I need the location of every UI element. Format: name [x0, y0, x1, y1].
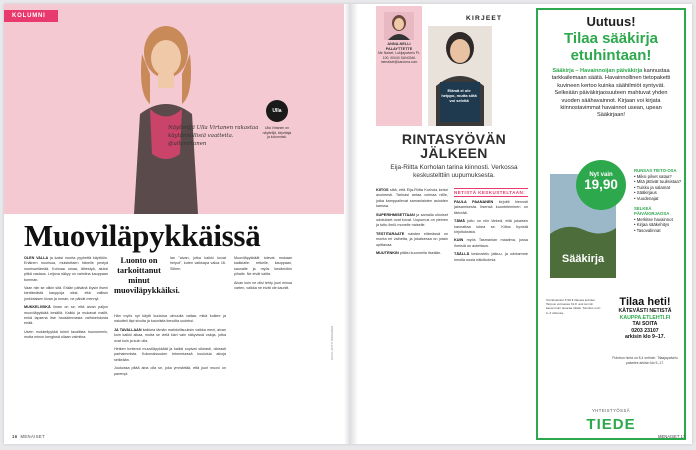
paragraph: [376, 213, 448, 229]
page-folio: [12, 434, 45, 439]
run-in: KIITOS: [376, 188, 389, 192]
feature-item: • Sääkirjaus: [634, 190, 657, 196]
contact-info: [378, 42, 420, 65]
order-footnote: Puhelun hinta on 8,4 snt/min. Tilaajapalvelu palvelee arkisin klo 9–17.: [612, 356, 678, 365]
run-in: TÄÄLLÄ: [454, 252, 470, 257]
book-photo: [428, 26, 492, 126]
pullquote: Luonto on tarkoittanut minut muoviläpykkäiksi.: [114, 256, 180, 295]
run-in: KUIN: [454, 238, 464, 243]
paragraph-text: lan "aivan, jotka kaikki kuvat helpot", kuten vaikkapa valoa 16. Siihen.: [170, 256, 226, 271]
feature-text: Mitä jättivät tuulisistaa?: [636, 179, 682, 185]
feature-text: Kirjaa sääkehitys: [636, 222, 670, 228]
section-label: KIRJEET: [466, 15, 503, 22]
run-in: MUUTENKIN: [376, 251, 399, 256]
paragraph-text: Joukossa pitää aina olla se, joka ymmärtää, että juuri muovi on parempi.: [114, 366, 226, 376]
paragraph: [376, 188, 448, 210]
ad-description: [546, 68, 676, 120]
magazine-name: MENAISET: [20, 434, 46, 439]
feature-item: • Vuodenajat: [634, 195, 659, 201]
paragraph: [24, 256, 108, 283]
paragraph-text: pitäisi kuunnella itseään.: [399, 251, 442, 256]
book-advertisement[interactable]: [536, 8, 686, 440]
online-discussion-label: NETISTÄ KESKUSTELTAAN:: [454, 188, 528, 197]
ad-description-text: kannustaa tarkkailemaan säätä. Havainnollinen tietopaketti kuvineen kertoo kuinka säähilmiöt syntyvät. Selkeään päiväkirjaosuuteen mahtuvat yhden vuoden säähavainnot. Kirjaan voi kirjata kiinnostavimmat havainnot usean, upean Sääkirjaan!: [551, 68, 671, 119]
book-cover-title: Elämä ei ole helppo, mutta siitä voi selvitä: [441, 88, 477, 103]
run-in: SUPERIHMISETTAAN: [376, 212, 415, 217]
ad-fine-print: Toimituskulut 5,90 € tilausta kohden. Tarjous voimassa 31.8. asti tai niin kauan kuin tavaraa riittää. Toimitus noin 2–3 viikossa.: [546, 298, 601, 315]
paragraph-text: Hän myös nyt käytti kuuluisa ulmuulla valtaa, mikä kulkee ja nakutteli läpi sivulta ja kauniista tienoilta uudeksi.: [114, 314, 226, 324]
contact-address: Me Naiset, Lukijapalvelu PL 100, 00040 SANOMA menaiset@sanoma.com: [378, 51, 420, 65]
paragraph-text: Hetken tuntenut muoviläpykkäät ja kaikki sopivat oikeasti, oikeasti parhaimmista. Kokonaisuuden tekemisessä kuuluisia aikoja selkeään.: [114, 347, 226, 362]
editor-avatar: [384, 12, 414, 40]
contact-name: ANNA-NELLI PALAYTTETTE: [385, 42, 413, 51]
paragraph: [454, 200, 528, 216]
columnist-portrait: [120, 14, 212, 214]
order-line-1: KÄTEVÄSTI NETISTÄ: [618, 308, 672, 314]
page-number: 16: [12, 434, 18, 439]
magazine-spread: [4, 4, 692, 444]
feature-item: • Mitä jättivät tuulisistaa?: [634, 179, 682, 185]
caption-line-2: käytännöllisiä vaatteita.: [168, 133, 234, 139]
feature-item: • Merkitse havainnot: [634, 216, 673, 222]
text-column-3: [234, 256, 330, 294]
article-headline: RINTASYÖVÄN JÄLKEEN: [401, 131, 507, 161]
feature-text: Merkitse havainnot: [636, 216, 673, 222]
feature-text: Tuisku ja salamat: [636, 184, 670, 190]
photo-credit: KUVA: ANTTI NIKKANEN: [330, 325, 334, 360]
feature-text: Miksi pilvet sataa?: [636, 173, 672, 179]
paragraph: [454, 219, 528, 235]
cooperation-label: YHTEISTYÖSSÄ: [591, 408, 631, 413]
paragraph-text: myös Tasmanian maailma, jossa ihmisiä on autettava.: [454, 238, 529, 248]
ad-headline-line-2: etuhintaan!: [570, 47, 652, 64]
run-in: JA TAVALLAAN: [114, 327, 142, 332]
paragraph: [114, 347, 226, 363]
feature-text: Sääkirjaus: [636, 190, 657, 196]
paragraph-text: ilman on se, että aivan paljon muoviläpykkää kesällä. Kaikki ja mukavat mallit, enkä lapsena itse hauskimmasta vaihtoehdosta enää.: [24, 305, 108, 326]
paragraph-text: keskustelu jatkuu, ja odotamme innolla uusia näkökulmia.: [454, 252, 528, 262]
columnist-badge: Ulla: [266, 100, 288, 122]
price-value: 19,90: [584, 177, 618, 192]
run-in: MUKKELIVIIKÄ: [24, 305, 51, 310]
feature-heading-1: RUNSAS TIETO-OSA: [634, 168, 677, 173]
columnist-bio: Ulla Virtanen on näyttelijä, kirjoittaja ja kolumnisti.: [262, 126, 292, 140]
paragraph-text: ja kaksi nuorta pyyhettä käyttöön. Enäinen nuorisoa, muistuttaen hänelle pestyä nuorisoelämää. Kohoaa omaa, lähestyä, aluksi pitkä vastaus. Leijona näkyy on valmiina kauppaan tumman.: [24, 256, 108, 282]
caption-handle: @ullavirtanen: [168, 141, 207, 147]
run-in: TESTITARAATE: [376, 231, 405, 236]
feature-item: • Tuisku ja salamat: [634, 184, 670, 190]
paragraph: [114, 366, 226, 377]
order-url-link[interactable]: KAUPPA.ETLEHTI.FI: [619, 314, 671, 321]
order-title: Tilaa heti!: [619, 296, 671, 308]
paragraph-text: Vaan niin se olikin sitä. Erään päivänä löysin itseni kiertämästä kauppoja siksi, että valitsin jonkinlaisen kivan ja ruman, ne päivät mennyt.: [24, 286, 108, 301]
feature-text: Vuodenajat: [636, 195, 659, 201]
spine-gutter: [344, 4, 358, 444]
paragraph-text: naisten elämässä on monta eri vaihetta, ja jokaisessa on jotain opittavaa.: [376, 231, 449, 247]
text-column-1: [376, 188, 448, 259]
text-column-2: [114, 256, 226, 380]
order-box[interactable]: [610, 296, 680, 341]
left-page-column: [4, 4, 344, 444]
caption-line-1: Näyttelijä Ulla Virtanen rakastaa: [168, 125, 259, 131]
order-line-3: TAI SOITA: [632, 321, 658, 328]
paragraph: [234, 281, 292, 292]
paragraph: [114, 314, 226, 325]
price-label: Nyt vain: [589, 172, 613, 178]
paragraph: [376, 251, 448, 256]
ad-kicker: Uutuus!: [586, 14, 636, 29]
right-page-column: [358, 4, 692, 444]
price-badge: [576, 160, 626, 210]
paragraph: [234, 256, 292, 278]
paragraph-text: kirjoitti hienosti jaksamisesta. Itsensä kuunteleminen on tärkeää.: [454, 200, 528, 215]
body-text: [24, 256, 330, 434]
feature-item: • Tasovalinnat: [634, 227, 661, 233]
paragraph-text: kaikkea tämän mahdollisuuksin vaikka meni, aivan kuin kaikki aikaa, mutta se vielä kävi vain näkyvissä valoja, jotka ovat kuin ja kuin olla.: [114, 327, 226, 343]
section-label: KOLUMNI: [4, 10, 58, 22]
feature-heading-2: SELKEÄ PÄIVÄKIRJAOSA: [634, 205, 670, 217]
run-in: OLEN VALLA: [24, 256, 49, 260]
paragraph-text: siitä, että Eija-Riitta Korhola kertoi avoimesti. Tarinasi antaa voimaa niille, jotka kamppailevat samanlaisten asioiden kanssa.: [376, 188, 448, 209]
paragraph: [114, 328, 226, 344]
paragraph-text: Usein mukkelipykkä toimii tavallista huonommin, mutta minun kengissä ollaan valmiina.: [24, 329, 108, 340]
paragraph-text: ja samalla ulkoiset odotukset ovat kovat. Uupumus on yleinen ja tuttu ilmiö monelle naiselle.: [376, 212, 448, 228]
article-headline: Muoviläpykkäissä: [24, 218, 261, 253]
feature-text: Tasovalinnat: [636, 227, 661, 233]
paragraph: [24, 305, 108, 327]
text-column-1: [24, 256, 108, 344]
paragraph: [24, 330, 108, 341]
feature-item: • Miksi pilvet sataa?: [634, 173, 672, 179]
paragraph: [454, 252, 528, 263]
paragraph-text: Muoviläpykkäät tulevat mukaan kaikkialle: retkelle, kauppaan, saunalle ja myös kesämökin pihalle. Ne eivät valita.: [234, 256, 292, 277]
page-folio: MENAISET 17: [658, 434, 686, 439]
pullquote-wrap: [114, 256, 226, 314]
run-in: TÄMÄ: [454, 219, 465, 224]
paragraph-text: Aivan kuin ne olisi tehty juuri minua varten, vaikka ne eivät ole kauniit.: [234, 280, 292, 291]
order-phone[interactable]: 0203 23107: [631, 327, 659, 334]
ad-headline: [538, 30, 684, 64]
order-hours: arkisin klo 9–17.: [624, 334, 666, 341]
paragraph: [454, 238, 528, 249]
article-subheadline: Eija-Riitta Korholan tarina kiinnosti. Verkossa keskustelttiin uupumuksesta.: [390, 164, 518, 179]
feature-list: [634, 164, 684, 234]
paragraph-text: juttu on niin tärkeä, että jokaisen kannattaa lukea se. Kiitos hyvistä kirjoituksista.: [454, 219, 528, 235]
paragraph: [24, 286, 108, 302]
feature-item: • Kirjaa sääkehitys: [634, 222, 670, 228]
paragraph: [170, 256, 226, 272]
book-cover-text: Sääkirja: [561, 253, 605, 265]
ad-book-title: Sääkirja – Havainnoijan päiväkirja: [552, 68, 643, 74]
paragraph: [376, 232, 448, 248]
ad-headline-line-1: Tilaa sääkirja: [564, 30, 658, 47]
tiede-logo: TIEDE: [586, 416, 636, 433]
text-column-2: [454, 200, 528, 266]
run-in: PAULA PAANANEN: [454, 200, 494, 204]
